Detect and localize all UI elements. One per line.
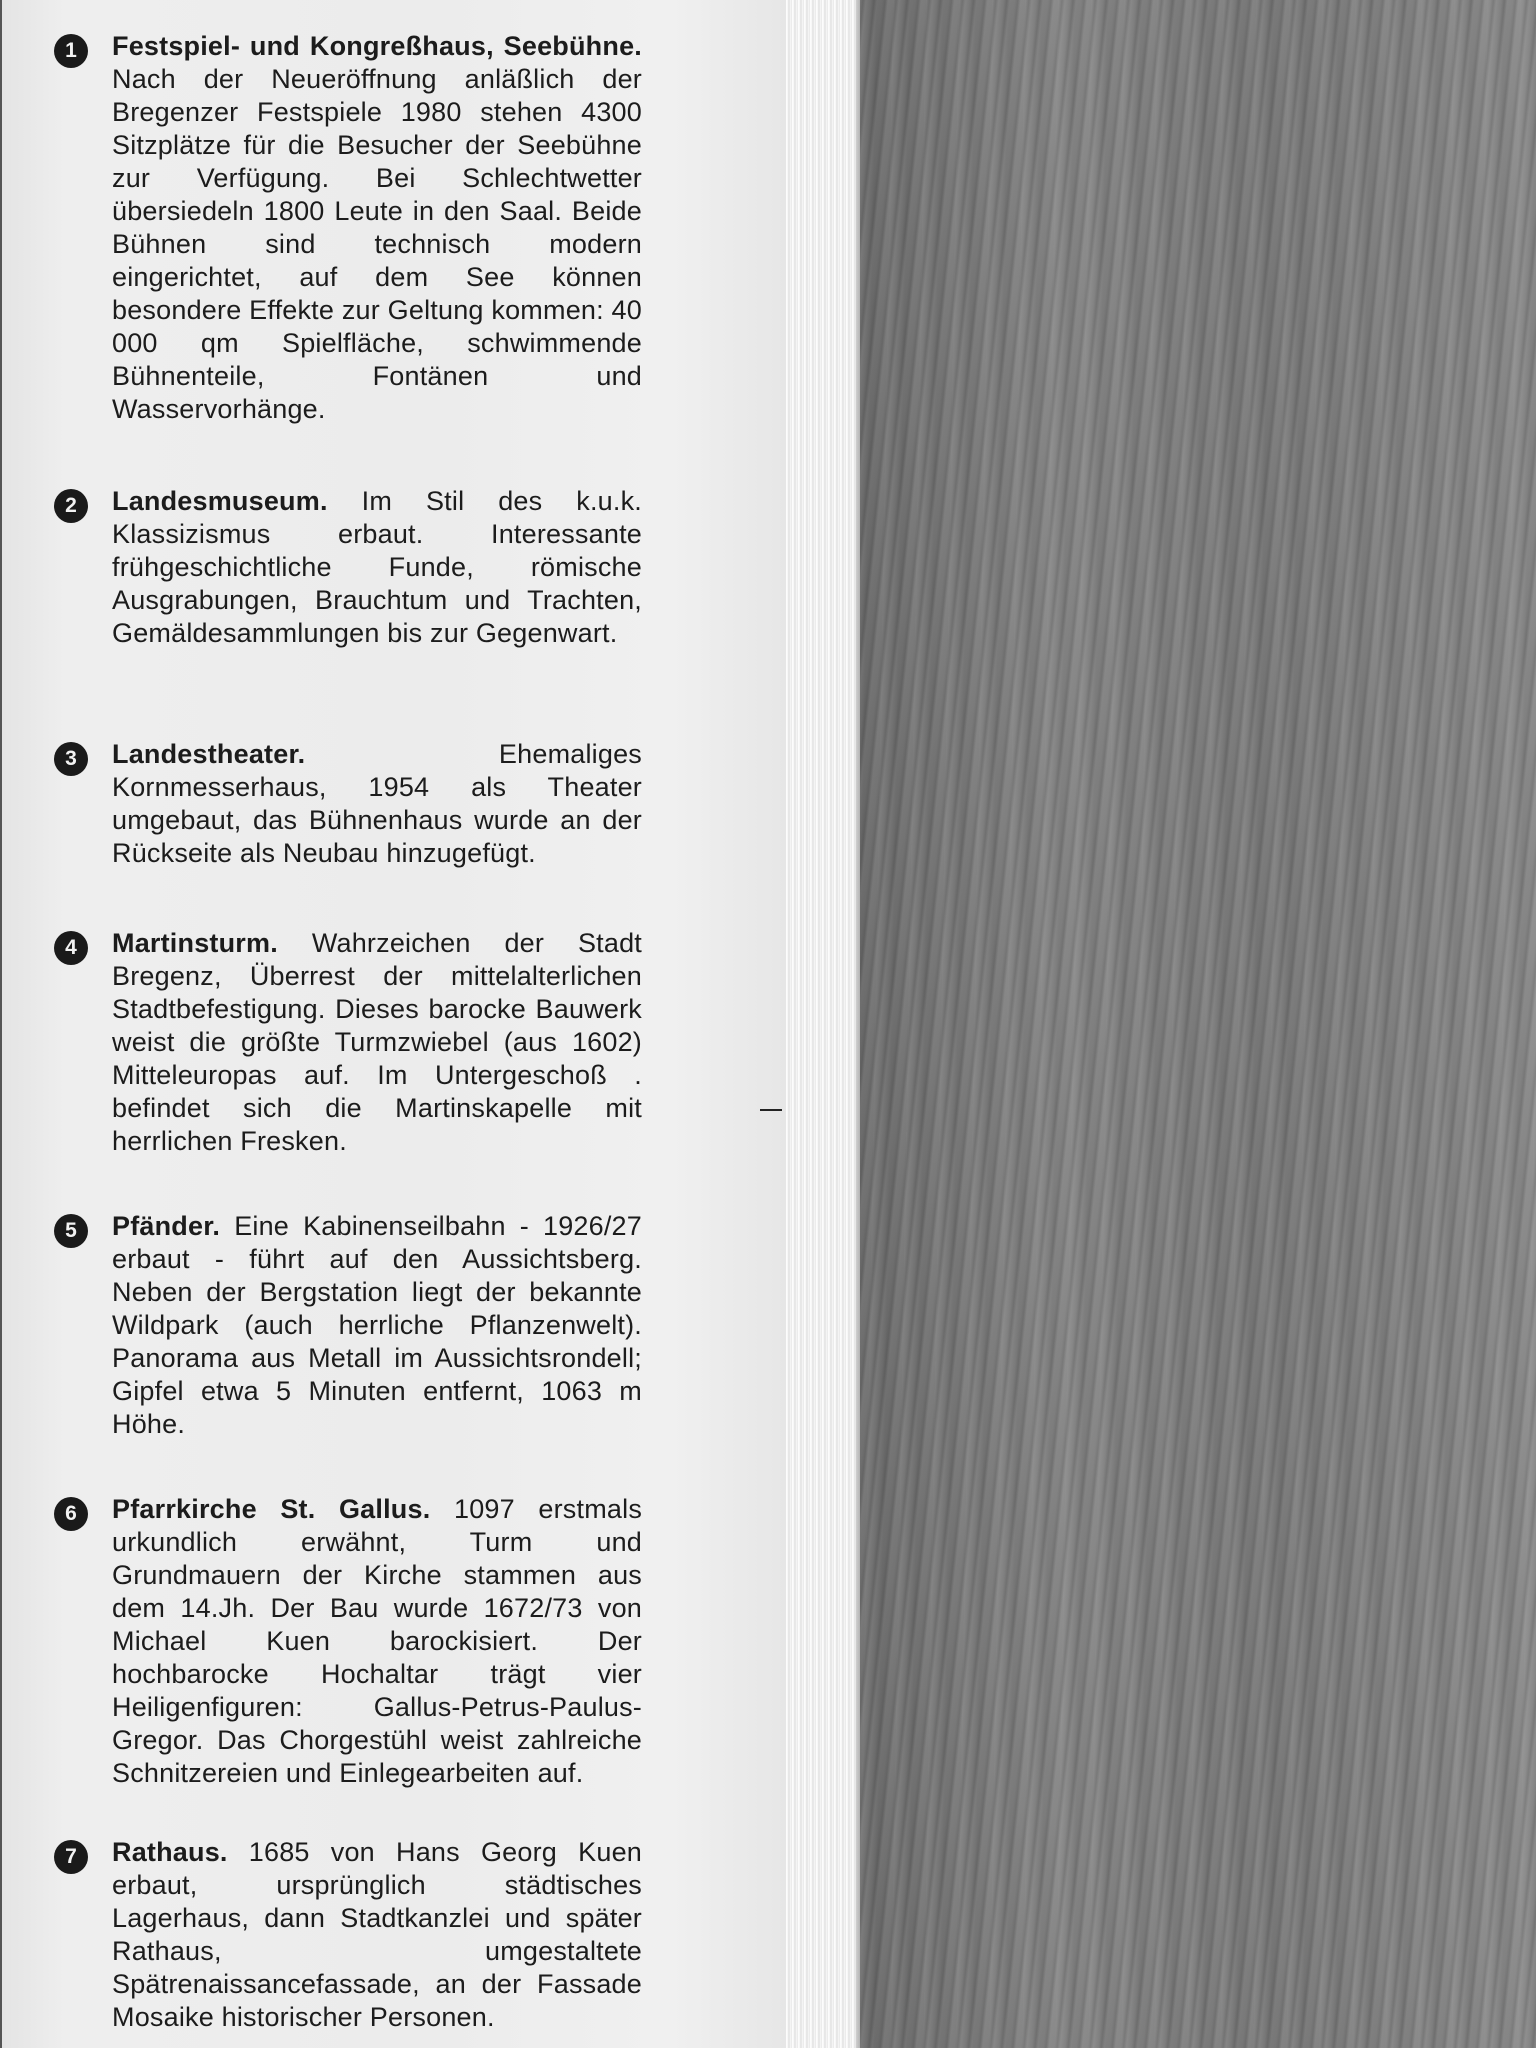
entry-6 [54,1493,644,1790]
entry-title: Rathaus. [112,1837,228,1867]
entry-text [112,927,642,1158]
number-badge: 3 [54,742,88,776]
entry-4 [54,927,644,1158]
entry-body: Im Stil des k.u.k. Klassizismus erbaut. Interessante frühgeschichtliche Funde, römische Ausgrabungen, Brauchtum und Trachten, Gemäldesammlungen bis zur Gegenwart. [112,486,642,648]
entry-text [112,738,642,870]
entry-body: Ehemaliges Kornmesserhaus, 1954 als Theater umgebaut, das Bühnenhaus wurde an der Rückseite als Neubau hinzugefügt. [112,739,642,868]
number-badge: 4 [54,931,88,965]
wood-surface [860,0,1536,2048]
number-badge: 2 [54,489,88,523]
entry-body: Wahrzeichen der Stadt Bregenz, Überrest der mittelalterlichen Stadtbefestigung. Dieses barocke Bauwerk weist die größte Turmzwiebel (aus 1602) Mitteleuropas auf. Im Untergeschoß . befindet sich die Martinskapelle mit herrlichen Fresken. [112,928,643,1156]
entry-body: 1097 erstmals urkundlich erwähnt, Turm und Grundmauern der Kirche stammen aus dem 14.Jh. Der Bau wurde 1672/73 von Michael Kuen barockisiert. Der hochbarocke Hochaltar trägt vier Heiligenfiguren: Gallus-Petrus-Paulus-Gregor. Das Chorgestühl weist zahlreiche Schnitzereien und Einlegearbeiten auf. [112,1494,643,1788]
number-badge: 1 [54,34,88,68]
page-stack-edge [786,0,866,2048]
entry-body: 1685 von Hans Georg Kuen erbaut, ursprünglich städtisches Lagerhaus, dann Stadtkanzlei und später Rathaus, umgestaltete Spätrenaissancefassade, an der Fassade Mosaike historischer Personen. [112,1837,642,2032]
number-badge: 7 [54,1840,88,1874]
entry-text [112,1493,642,1790]
entry-title: Pfänder. [112,1211,221,1241]
entry-title: Festspiel- und Kongreßhaus, Seebühne. [112,31,642,61]
entry-text [112,1210,642,1441]
entry-title: Martinsturm. [112,928,278,958]
entry-5 [54,1210,644,1441]
entry-text [112,30,642,426]
entry-title: Landesmuseum. [112,486,328,516]
entry-7 [54,1836,644,2034]
number-badge: 5 [54,1214,88,1248]
entry-1 [54,30,644,426]
entry-body: Nach der Neueröffnung anläßlich der Bregenzer Festspiele 1980 stehen 4300 Sitzplätze für die Besucher der Seebühne zur Verfügung. Bei Schlechtwetter übersiedeln 1800 Leute in den Saal. Beide Bühnen sind technisch modern eingerichtet, auf dem See können besondere Effekte zur Geltung kommen: 40 000 qm Spielfläche, schwimmende Bühnenteile, Fontänen und Wasservorhänge. [112,64,642,424]
margin-mark [760,1109,782,1111]
entry-2 [54,485,644,650]
number-badge: 6 [54,1497,88,1531]
entry-text [112,1836,642,2034]
entry-text [112,485,642,650]
entry-title: Pfarrkirche St. Gallus. [112,1494,431,1524]
entry-body: Eine Kabinenseilbahn - 1926/27 erbaut - führt auf den Aussichtsberg. Neben der Bergstation liegt der bekannte Wildpark (auch herrliche Pflanzenwelt). Panorama aus Metall im Aussichtsrondell; Gipfel etwa 5 Minuten entfernt, 1063 m Höhe. [112,1211,642,1439]
entry-3 [54,738,644,870]
entry-title: Landestheater. [112,739,306,769]
